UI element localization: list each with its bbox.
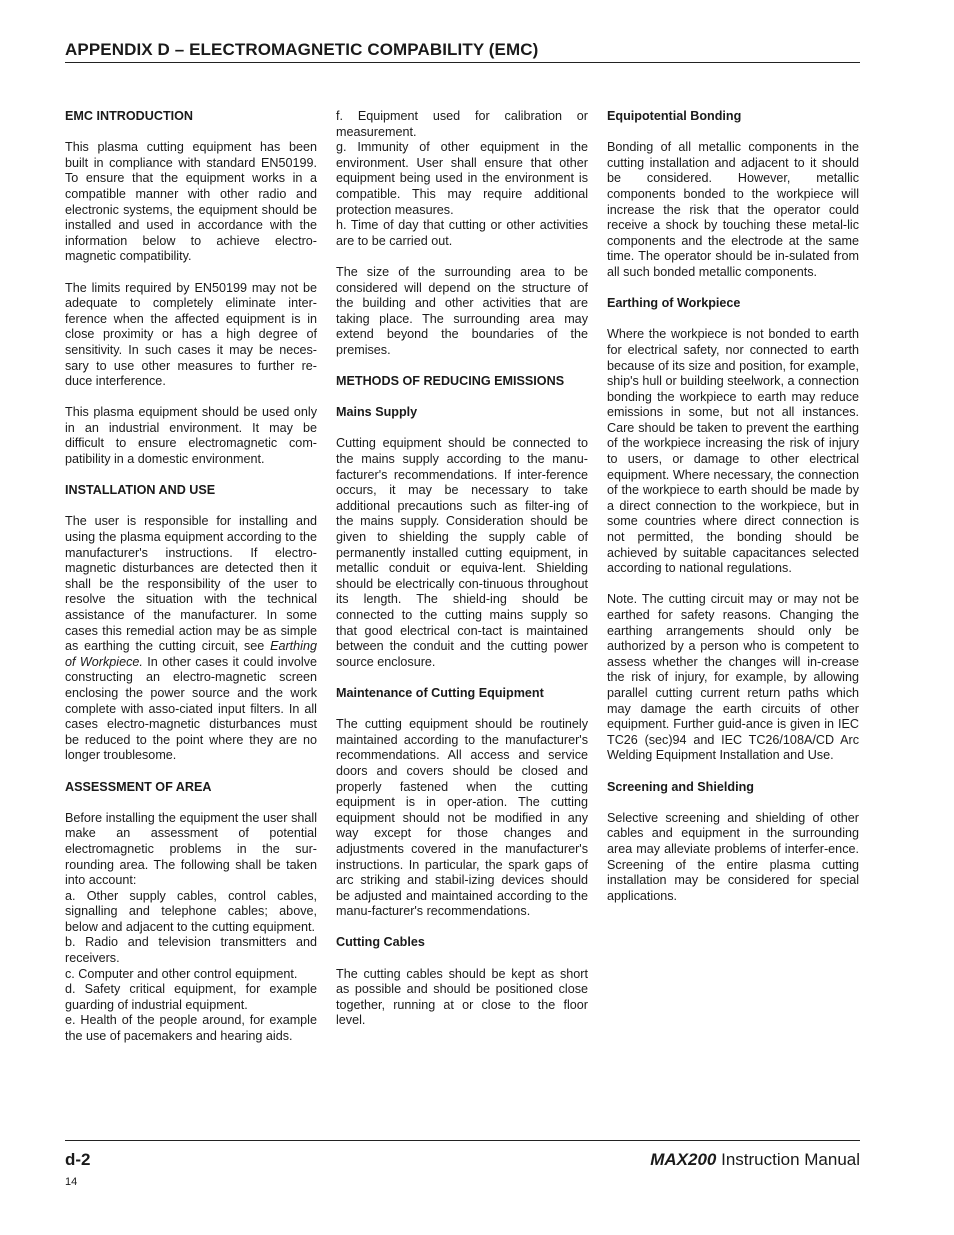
column-2	[336, 109, 588, 1045]
list-item-f: f. Equipment used for calibration or measurement.	[336, 109, 588, 139]
paragraph-intro-3: This plasma equipment should be used only in an industrial environment. It may be difficult to ensure electromagnetic com-patibility in a domestic environment.	[65, 405, 317, 467]
paragraph-intro-2: The limits required by EN50199 may not be adequate to completely eliminate inter-ference when the affected equipment is in close proximity or has a high degree of sensitivity. In such cases it may be neces-sary to use other measures to further re-duce interference.	[65, 280, 317, 389]
heading-earthing-of-workpiece: Earthing of Workpiece	[607, 296, 741, 311]
paragraph-area-size: The size of the surrounding area to be considered will depend on the structure of the building and other activities that are taking place. The surrounding area may extend beyond the boundaries of the premises.	[336, 264, 588, 357]
paragraph-intro-1: This plasma cutting equipment has been built in compliance with standard EN50199. To ensure that the equipment works in a compatible manner with other radio and electronic systems, the equipment should be installed and used in accordance with the information below to achieve electro-magnetic compatibility.	[65, 140, 317, 264]
page-footer	[65, 1140, 860, 1169]
heading-screening-and-shielding: Screening and Shielding	[607, 779, 754, 794]
footer-model-name: MAX200	[650, 1150, 717, 1169]
page-number: 14	[65, 1176, 78, 1188]
installation-text-b: In other cases it could involve constructing an electro-magnetic screen enclosing the power source and the work complete with asso-ciated input filters. In all cases electro-magnetic disturbances must be reduced to the point where they are no longer troublesome.	[65, 654, 317, 763]
heading-maintenance: Maintenance of Cutting Equipment	[336, 685, 544, 700]
column-3	[607, 109, 859, 920]
list-item-e: e. Health of the people around, for example the use of pacemakers and hearing aids.	[65, 1013, 317, 1044]
installation-reference: Earthing of Workpiece.	[65, 639, 317, 669]
footer-section-number: d-2	[65, 1150, 91, 1169]
heading-equipotential-bonding: Equipotential Bonding	[607, 109, 742, 123]
heading-installation-and-use: INSTALLATION AND USE	[65, 483, 216, 498]
heading-cutting-cables: Cutting Cables	[336, 935, 425, 950]
paragraph-cutting-cables: The cutting cables should be kept as short as possible and should be positioned close together, running at or close to the floor level.	[336, 966, 588, 1028]
list-item-c: c. Computer and other control equipment.	[65, 966, 298, 981]
paragraph-assessment: Before installing the equipment the user shall make an assessment of potential electromagnetic problems in the sur-rounding area. The following shall be taken into account:	[65, 810, 317, 888]
column-1	[65, 109, 317, 1045]
paragraph-maintenance: The cutting equipment should be routinely maintained according to the manufacturer's recommendations. All access and service doors and covers should be closed and properly fastened when the cutting equipment is in oper-ation. The cutting equipment should not be modified in any way except for those changes and adjustments covered in the manufacturer's instructions. In particular, the spark gaps of arc striking and stabil-izing devices should be adjusted and maintained according to the manu-facturer's recommendations.	[336, 717, 588, 919]
list-item-b: b. Radio and television transmitters and receivers.	[65, 935, 317, 966]
paragraph-installation	[65, 514, 317, 764]
list-item-g: g. Immunity of other equipment in the environment. User shall ensure that other equipment being used in the environment is compatible. This may require additional protection measures.	[336, 140, 588, 217]
heading-assessment-of-area: ASSESSMENT OF AREA	[65, 779, 212, 794]
heading-mains-supply: Mains Supply	[336, 405, 418, 420]
paragraph-equipotential-bonding: Bonding of all metallic components in the cutting installation and adjacent to it should be considered. However, metallic components bonded to the workpiece will increase the risk that the operator could receive a shock by touching these metal-lic components and the electrode at the same time. The operator should be in-sulated from all such bonded metallic components.	[607, 140, 859, 279]
paragraph-note: Note. The cutting circuit may or may not be earthed for safety reasons. Changing the earthing arrangements should only be authorized by a person who is competent to assess whether the changes will in-crease the risk of injury, for example, by allowing parallel cutting current return paths which may damage the earth circuits of other equipment. Further guid-ance is given in IEC TC26 (sec)94 and IEC TC26/108A/CD Arc Welding Equipment Installation and Use.	[607, 592, 859, 763]
page-title: APPENDIX D – ELECTROMAGNETIC COMPABILITY (EMC)	[65, 40, 539, 59]
installation-text-a: The user is responsible for installing and using the plasma equipment according to the manufacturer's instructions. If electro-magnetic disturbances are detected then it shall be the responsibility of the user to resolve the situation with the technical assistance of the manufacturer. In some cases this remedial action may be as simple as earthing the cutting circuit, see	[65, 514, 317, 654]
list-item-d: d. Safety critical equipment, for example guarding of industrial equipment.	[65, 982, 317, 1012]
paragraph-mains-supply: Cutting equipment should be connected to the mains supply according to the manu-facturer's recommendations. If inter-ference occurs, it may be necessary to take additional precautions such as filter-ing of the mains supply. Consideration should be given to shielding the supply cable of permanently installed cutting equipment, in metallic conduit or equiva-lent. Shielding should be electrically con-tinuous throughout its length. The shield-ing should be connected to the cutting mains supply so that good electrical con-tact is maintained between the conduit and the cutting power source enclosure.	[336, 436, 588, 669]
footer-manual-title	[650, 1150, 860, 1170]
paragraph-earthing: Where the workpiece is not bonded to earth for electrical safety, nor connected to earth because of its size and position, for example, ship's hull or building steelwork, a connection bonding the workpiece to earth may reduce emissions in some, but not all instances. Care should be taken to prevent the earthing of the workpiece increasing the risk of injury to users, or damage to other electrical equipment. Where necessary, the connection of the workpiece to earth should be made by a direct connection to the workpiece, but in some countries where direct connection is not permitted, the bonding should be achieved by suitable capacitances selected according to national regulations.	[607, 327, 859, 576]
heading-methods-of-reducing-emissions: METHODS OF REDUCING EMISSIONS	[336, 374, 565, 389]
list-item-h: h. Time of day that cutting or other activities are to be carried out.	[336, 218, 588, 248]
footer-manual-label: Instruction Manual	[721, 1150, 860, 1169]
list-item-a: a. Other supply cables, control cables, signalling and telephone cables; above, below and adjacent to the cutting equipment.	[65, 888, 317, 934]
page-header	[65, 40, 860, 63]
paragraph-screening: Selective screening and shielding of other cables and equipment in the surrounding area may alleviate problems of interfer-ence. Screening of the entire plasma cutting installation may be considered for special applications.	[607, 810, 859, 903]
heading-emc-introduction: EMC INTRODUCTION	[65, 109, 194, 123]
